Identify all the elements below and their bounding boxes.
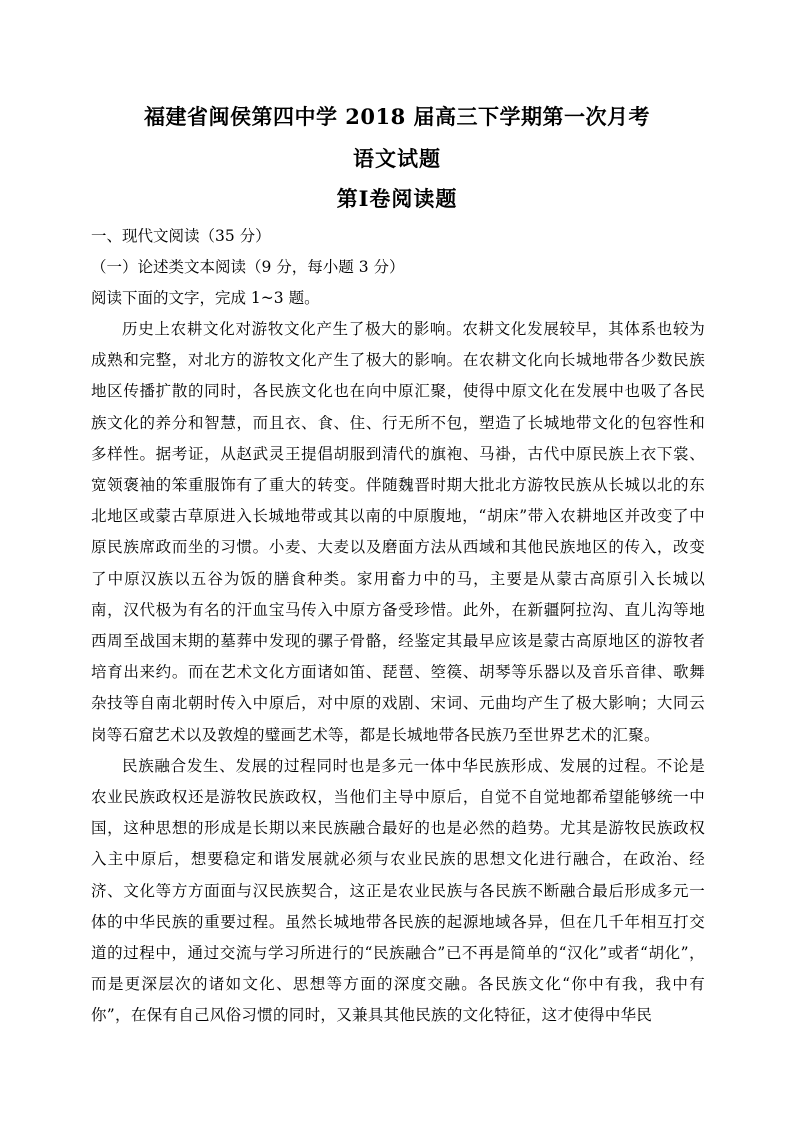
- article-body: [91, 314, 705, 1032]
- section-heading: 一、现代文阅读（35 分）: [91, 227, 271, 245]
- exam-subject-title: 语文试题: [353, 146, 441, 171]
- article-paragraph-1: 历史上农耕文化对游牧文化产生了极大的影响。农耕文化发展较早，其体系也较为成熟和完整，对北方的游牧文化产生了极大的影响。在农耕文化向长城地带各少数民族地区传播扩散的同时，各民族文化也在向中原汇聚，使得中原文化在发展中也吸了各民族文化的养分和智慧，而且衣、食、住、行无所不包，塑造了长城地带文化的包容性和多样性。据考证，从赵武灵王提倡胡服到清代的旗袍、马褂，古代中原民族上衣下裳、宽领褒袖的笨重服饰有了重大的转变。伴随魏晋时期大批北方游牧民族从长城以北的东北地区或蒙古草原进入长城地带或其以南的中原腹地，“胡床”带入农耕地区并改变了中原民族席政而坐的习惯。小麦、大麦以及磨面方法从西域和其他民族地区的传入，改变了中原汉族以五谷为饭的膳食种类。家用畜力中的马，主要是从蒙古高原引入长城以南，汉代极为有名的汗血宝马传入中原方备受珍惜。此外，在新疆阿拉沟、直儿沟等地西周至战国末期的墓葬中发现的骡子骨骼，经鉴定其最早应该是蒙古高原地区的游牧者培育出来约。而在艺术文化方面诸如笛、琵琶、箜篌、胡琴等乐器以及音乐音律、歌舞杂技等自南北朝时传入中原后，对中原的戏剧、宋词、元曲均产生了极大影响；大同云岗等石窟艺术以及敦煌的璧画艺术等，都是长城地带各民族乃至世界艺术的汇聚。: [91, 320, 705, 744]
- exam-part-title: 第Ⅰ卷阅读题: [336, 186, 458, 211]
- exam-title: 福建省闽侯第四中学 2018 届高三下学期第一次月考: [143, 104, 651, 129]
- article-paragraph-2: 民族融合发生、发展的过程同时也是多元一体中华民族形成、发展的过程。不论是农业民族政权还是游牧民族政权，当他们主导中原后，自觉不自觉地都希望能够统一中国，这种思想的形成是长期以来民族融合最好的也是必然的趋势。尤其是游牧民族政权入主中原后，想要稳定和谐发展就必须与农业民族的思想文化进行融合，在政治、经济、文化等方方面面与汉民族契合，这正是农业民族与各民族不断融合最后形成多元一体的中华民族的重要过程。虽然长城地带各民族的起源地域各异，但在几千年相互打交道的过程中，通过交流与学习所进行的“民族融合”已不再是简单的“汉化”或者“胡化”，而是更深层次的诸如文化、思想等方面的深度交融。各民族文化“你中有我，我中有你”，在保有自己风俗习惯的同时，又兼具其他民族的文化特征，这才使得中华民: [91, 756, 705, 1025]
- reading-instruction: 阅读下面的文字，完成 1~3 题。: [91, 289, 320, 307]
- section-subheading: （一）论述类文本阅读（9 分，每小题 3 分）: [91, 258, 405, 276]
